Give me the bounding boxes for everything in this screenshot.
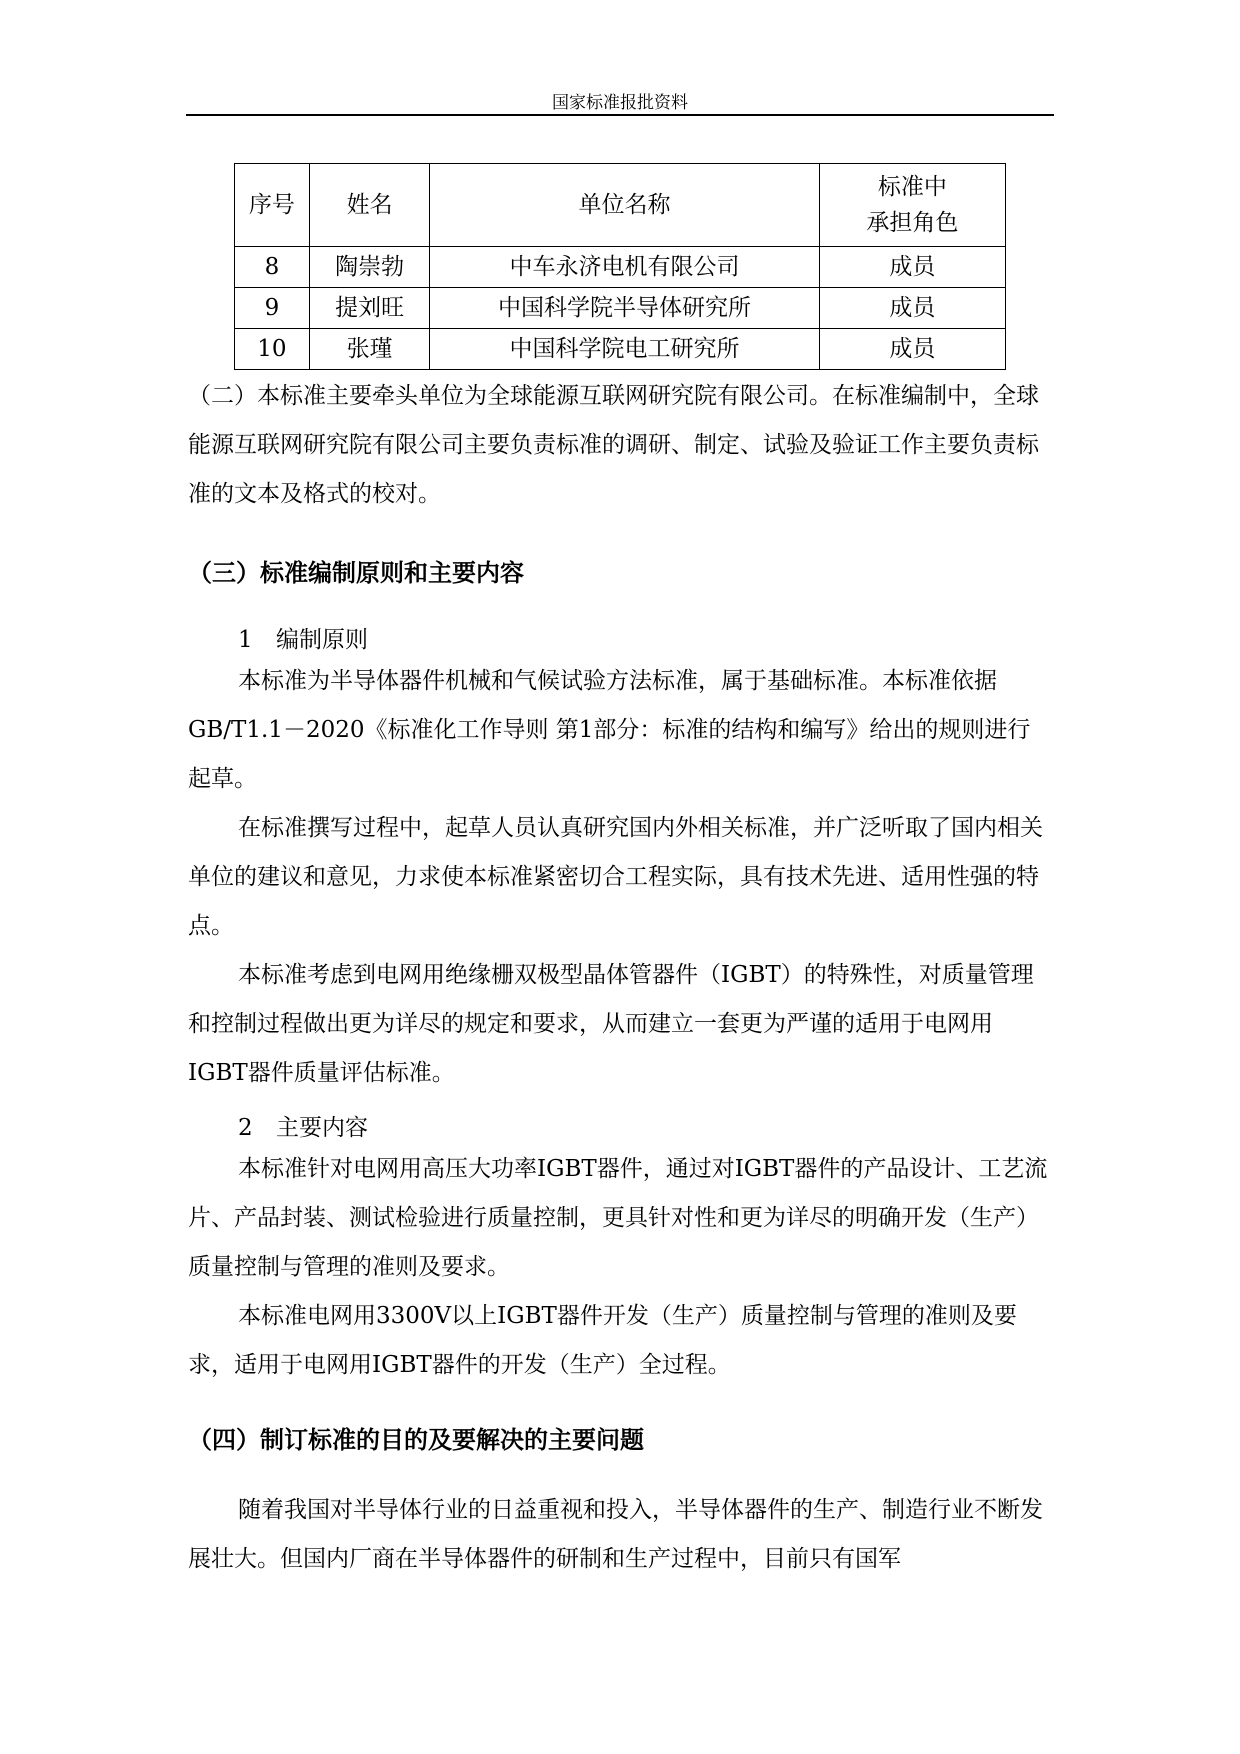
section3-paragraph-1: 本标准为半导体器件机械和气候试验方法标准，属于基础标准。本标准依据GB/T1.1－2020《标准化工作导则 第1部分：标准的结构和编写》给出的规则进行起草。 bbox=[188, 668, 1031, 792]
subheading-title: 主要内容 bbox=[276, 1115, 368, 1141]
section3-paragraph-2: 在标准撰写过程中，起草人员认真研究国内外相关标准，并广泛听取了国内相关单位的建议和意见，力求使本标准紧密切合工程实际，具有技术先进、适用性强的特点。 bbox=[188, 815, 1043, 939]
cell-no: 8 bbox=[235, 247, 310, 288]
section3-paragraph-5: 本标准电网用3300V以上IGBT器件开发（生产）质量控制与管理的准则及要求，适用于电网用IGBT器件的开发（生产）全过程。 bbox=[188, 1303, 1017, 1378]
section3-paragraph-4: 本标准针对电网用高压大功率IGBT器件，通过对IGBT器件的产品设计、工艺流片、产品封装、测试检验进行质量控制，更具针对性和更为详尽的明确开发（生产）质量控制与管理的准则及要求。 bbox=[188, 1156, 1048, 1280]
cell-name: 提刘旺 bbox=[309, 288, 430, 329]
section3-heading: （三）标准编制原则和主要内容 bbox=[188, 559, 524, 587]
cell-role: 成员 bbox=[819, 247, 1005, 288]
page-header-title: 国家标准报批资料 bbox=[552, 93, 688, 113]
cell-no: 10 bbox=[235, 329, 310, 370]
section3-paragraph-3: 本标准考虑到电网用绝缘栅双极型晶体管器件（IGBT）的特殊性，对质量管理和控制过程做出更为详尽的规定和要求，从而建立一套更为严谨的适用于电网用IGBT器件质量评估标准。 bbox=[188, 962, 1034, 1086]
header-role-line1: 标准中 bbox=[877, 174, 947, 200]
section4-heading: （四）制订标准的目的及要解决的主要问题 bbox=[188, 1426, 644, 1454]
section3-subheading-2 bbox=[238, 1109, 368, 1142]
section4-paragraph-1: 随着我国对半导体行业的日益重视和投入，半导体器件的生产、制造行业不断发展壮大。但国内厂商在半导体器件的研制和生产过程中，目前只有国军 bbox=[188, 1497, 1043, 1572]
header-unit: 单位名称 bbox=[430, 164, 819, 247]
member-table bbox=[234, 163, 1006, 370]
section2-paragraph: （二）本标准主要牵头单位为全球能源互联网研究院有限公司。在标准编制中，全球能源互联网研究院有限公司主要负责标准的调研、制定、试验及验证工作主要负责标准的文本及格式的校对。 bbox=[188, 383, 1039, 507]
header-name: 姓名 bbox=[309, 164, 430, 247]
cell-role: 成员 bbox=[819, 329, 1005, 370]
cell-role: 成员 bbox=[819, 288, 1005, 329]
header-no: 序号 bbox=[235, 164, 310, 247]
header-role-line2: 承担角色 bbox=[866, 210, 959, 236]
subheading-title: 编制原则 bbox=[276, 627, 368, 653]
cell-unit: 中车永济电机有限公司 bbox=[430, 247, 819, 288]
table-row bbox=[235, 247, 1006, 288]
cell-unit: 中国科学院电工研究所 bbox=[430, 329, 819, 370]
cell-no: 9 bbox=[235, 288, 310, 329]
table-header-row bbox=[235, 164, 1006, 247]
cell-name: 张瑾 bbox=[309, 329, 430, 370]
cell-unit: 中国科学院半导体研究所 bbox=[430, 288, 819, 329]
subheading-number: 2 bbox=[238, 1115, 253, 1141]
header-rule bbox=[186, 114, 1054, 116]
cell-name: 陶崇勃 bbox=[309, 247, 430, 288]
subheading-number: 1 bbox=[238, 627, 253, 653]
header-role bbox=[819, 164, 1005, 247]
section3-subheading-1 bbox=[238, 621, 368, 654]
table-row bbox=[235, 288, 1006, 329]
table-row bbox=[235, 329, 1006, 370]
